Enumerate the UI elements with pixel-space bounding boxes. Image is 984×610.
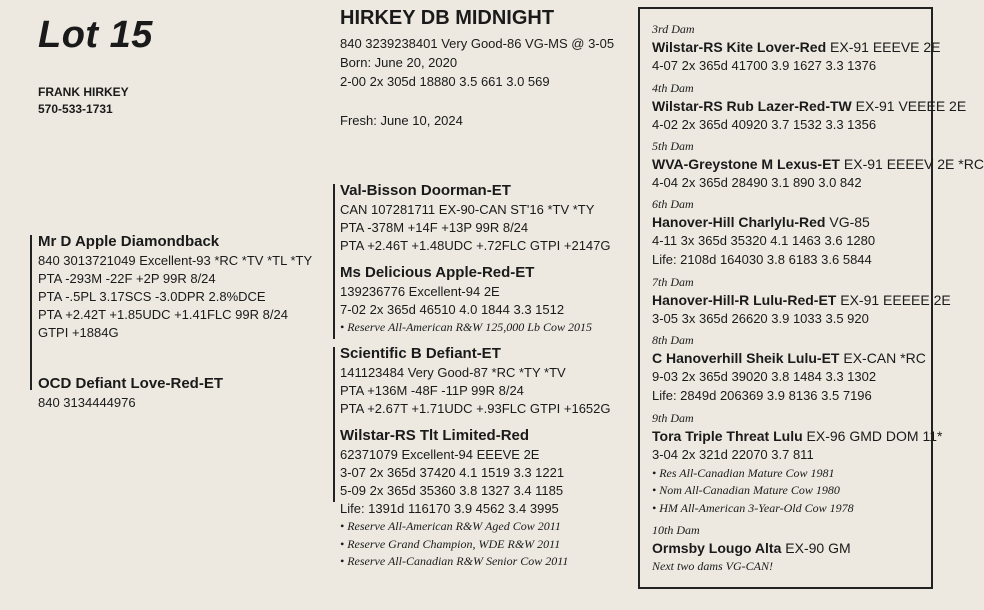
dam-name: WVA-Greystone M Lexus-ET (652, 156, 840, 172)
dam-block (38, 374, 223, 412)
dam-10th (652, 523, 851, 576)
dam-dam-block (340, 426, 568, 571)
dam-award: • HM All-American 3-Year-Old Cow 1978 (652, 500, 854, 515)
dam-dam-line: 62371079 Excellent-94 EEEVE 2E (340, 447, 540, 462)
dam-award: • Nom All-Canadian Mature Cow 1980 (652, 483, 840, 497)
dam-sire-line: PTA +136M -48F -11P 99R 8/24 (340, 383, 524, 398)
dam-sire-block (340, 344, 611, 418)
dam-header: 7th Dam (652, 275, 694, 289)
dam-dam-award: • Reserve Grand Champion, WDE R&W 2011 (340, 536, 561, 551)
dam-4th (652, 81, 966, 135)
owner-info (38, 84, 129, 118)
sire-block (38, 232, 312, 342)
dam-classification: EX-91 VEEEE 2E (855, 98, 967, 114)
sire-name: Mr D Apple Diamondback (38, 233, 220, 250)
sire-sire-line: PTA -378M +14F +13P 99R 8/24 (340, 220, 529, 235)
dam-5th (652, 139, 984, 193)
dam-classification: EX-96 GMD DOM 11* (806, 428, 943, 444)
sire-sire-block (340, 181, 611, 255)
dam-record: 4-11 3x 365d 35320 4.1 1463 3.6 1280 (652, 233, 876, 248)
dam-header: 9th Dam (652, 411, 694, 425)
dam-name: C Hanoverhill Sheik Lulu-ET (652, 350, 840, 366)
dam-dam-line: Life: 1391d 116170 3.9 4562 3.4 3995 (340, 501, 559, 516)
dam-name: Ormsby Lougo Alta (652, 540, 782, 556)
dam-record: 3-05 3x 365d 26620 3.9 1033 3.5 920 (652, 311, 869, 326)
dam-header: 8th Dam (652, 333, 694, 347)
sire-dam-block (340, 263, 592, 337)
footer-note: Next two dams VG-CAN! (652, 559, 773, 573)
sire-dam-line: 139236776 Excellent-94 2E (340, 284, 500, 299)
sire-sire-line: CAN 107281711 EX-90-CAN ST'16 *TV *TY (340, 202, 595, 217)
dam-sire-line: PTA +2.67T +1.71UDC +.93FLC GTPI +1652G (340, 401, 611, 416)
dam-award: • Res All-Canadian Mature Cow 1981 (652, 465, 835, 480)
sire-line: GTPI +1884G (38, 325, 119, 340)
dam-record: 9-03 2x 365d 39020 3.8 1484 3.3 1302 (652, 369, 877, 384)
dam-record: 4-07 2x 365d 41700 3.9 1627 3.3 1376 (652, 58, 877, 73)
dam-7th (652, 275, 951, 329)
sire-line: PTA -.5PL 3.17SCS -3.0DPR 2.8%DCE (38, 289, 266, 304)
sire-dam-name: Ms Delicious Apple-Red-ET (340, 264, 535, 281)
dam-6th (652, 197, 875, 269)
dam-classification: EX-91 EEEVE 2E (830, 39, 941, 55)
sire-line: 840 3013721049 Excellent-93 *RC *TV *TL *TY (38, 253, 313, 268)
sire-line: PTA -293M -22F +2P 99R 8/24 (38, 271, 216, 286)
dam-line-box (638, 7, 984, 589)
animal-fresh: Fresh: June 10, 2024 (340, 113, 463, 128)
dam-header: 5th Dam (652, 139, 694, 153)
dam-dam-line: 3-07 2x 365d 37420 4.1 1519 3.3 1221 (340, 465, 565, 480)
dam-classification: EX-91 EEEEV 2E *RC (843, 156, 984, 172)
dam-sire-line: 141123484 Very Good-87 *RC *TY *TV (340, 365, 566, 380)
dam-lifetime: Life: 2108d 164030 3.8 6183 3.6 5844 (652, 251, 872, 267)
dam-classification: EX-91 EEEEE 2E (840, 292, 951, 308)
dam-dam-name: Wilstar-RS Tlt Limited-Red (340, 427, 530, 444)
sire-dam-line: 7-02 2x 365d 46510 4.0 1844 3.3 1512 (340, 302, 565, 317)
dam-name: OCD Defiant Love-Red-ET (38, 375, 224, 392)
dam-name: Tora Triple Threat Lulu (652, 428, 803, 444)
sire-sire-name: Val-Bisson Doorman-ET (340, 182, 511, 199)
dam-classification: EX-CAN *RC (843, 350, 926, 366)
dam-sire-name: Scientific B Defiant-ET (340, 345, 501, 362)
lot-title: Lot 15 (38, 14, 153, 56)
owner-phone: 570-533-1731 (38, 102, 113, 116)
dam-classification: EX-90 GM (785, 540, 851, 556)
dam-8th (652, 333, 926, 405)
dam-record: 3-04 2x 321d 22070 3.7 811 (652, 447, 814, 462)
dam-record: 4-02 2x 365d 40920 3.7 1532 3.3 1356 (652, 117, 877, 132)
dam-header: 6th Dam (652, 197, 694, 211)
pedigree-bracket-dam (333, 347, 335, 502)
sire-dam-award: • Reserve All-American R&W 125,000 Lb Cow 2015 (340, 320, 592, 334)
pedigree-bracket-left (30, 235, 32, 390)
dam-3rd (652, 22, 941, 76)
animal-details (340, 34, 614, 91)
animal-born: Born: June 20, 2020 (340, 55, 458, 70)
dam-record: 4-04 2x 365d 28490 3.1 890 3.0 842 (652, 175, 862, 190)
animal-registration: 840 3239238401 Very Good-86 VG-MS @ 3-05 (340, 36, 615, 51)
animal-record: 2-00 2x 305d 18880 3.5 661 3.0 569 (340, 74, 550, 89)
sire-line: PTA +2.42T +1.85UDC +1.41FLC 99R 8/24 (38, 307, 288, 322)
dam-header: 4th Dam (652, 81, 694, 95)
dam-dam-award: • Reserve All-American R&W Aged Cow 2011 (340, 519, 561, 533)
owner-name: FRANK HIRKEY (38, 85, 129, 99)
sire-sire-line: PTA +2.46T +1.48UDC +.72FLC GTPI +2147G (340, 238, 611, 253)
dam-line: 840 3134444976 (38, 395, 136, 410)
dam-9th (652, 411, 942, 517)
dam-header: 10th Dam (652, 523, 700, 537)
dam-name: Wilstar-RS Kite Lover-Red (652, 39, 827, 55)
dam-dam-award: • Reserve All-Canadian R&W Senior Cow 2011 (340, 554, 569, 568)
dam-name: Hanover-Hill Charlylu-Red (652, 214, 826, 230)
dam-dam-line: 5-09 2x 365d 35360 3.8 1327 3.4 1185 (340, 483, 564, 498)
dam-header: 3rd Dam (652, 22, 695, 36)
dam-name: Hanover-Hill-R Lulu-Red-ET (652, 292, 837, 308)
animal-name: HIRKEY DB MIDNIGHT (340, 7, 555, 29)
dam-lifetime: Life: 2849d 206369 3.9 8136 3.5 7196 (652, 387, 872, 403)
dam-classification: VG-85 (829, 214, 870, 230)
dam-name: Wilstar-RS Rub Lazer-Red-TW (652, 98, 852, 114)
pedigree-bracket-sire (333, 184, 335, 339)
